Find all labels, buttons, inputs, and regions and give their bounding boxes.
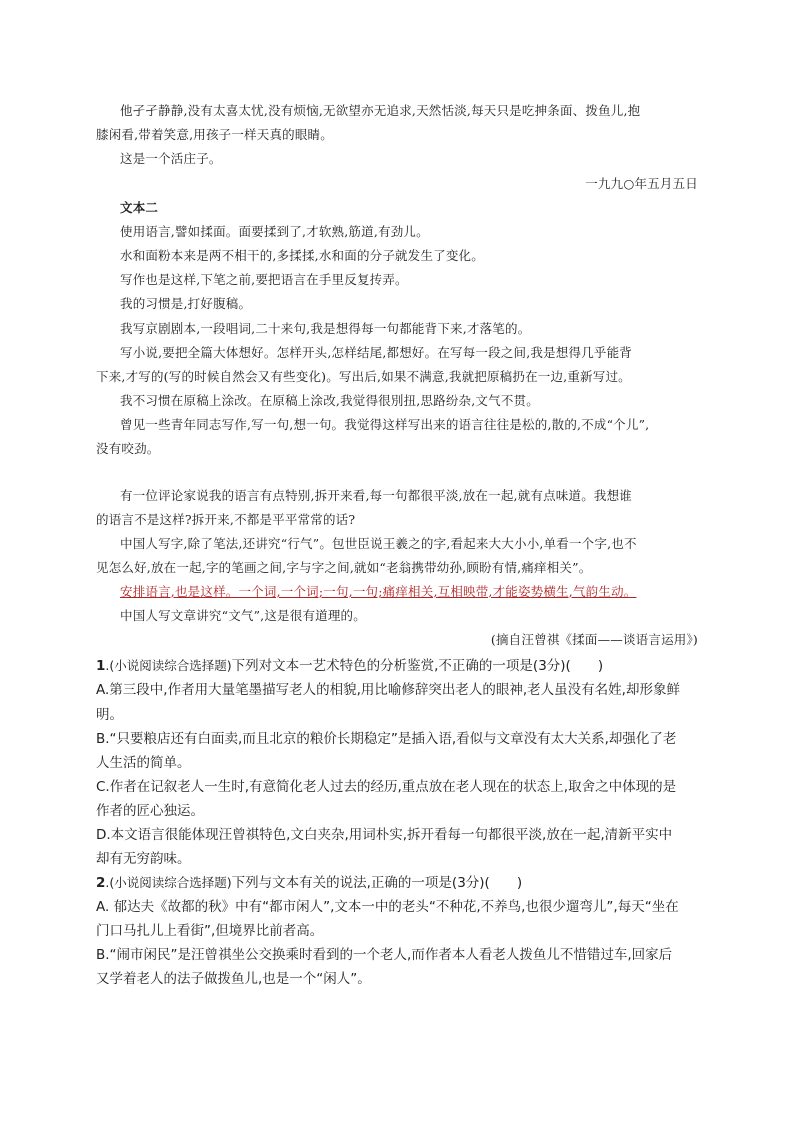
question-2-stem <box>96 871 522 891</box>
question-number: 2 <box>96 875 106 891</box>
text2-line: 曾见一些青年同志写作,写一句,想一句。我觉得这样写出来的语言往往是松的,散的,不成“个儿”, <box>120 417 650 432</box>
q1-option-a-cont: 明。 <box>96 707 123 723</box>
text2-line: 见怎么好,放在一起,字的笔画之间,字与字之间,就如“老翁携带幼孙,顾盼有情,痛痒相关”。 <box>96 560 592 575</box>
text2-line: 下来,才写的(写的时候自然会又有些变化)。写出后,如果不满意,我就把原稿扔在一边,重新写过。 <box>96 369 631 384</box>
text2-line: 写小说,要把全篇大体想好。怎样开头,怎样结尾,都想好。在写每一段之间,我是想得几乎能背 <box>120 345 632 360</box>
text2-line: 中国人写字,除了笔法,还讲究“行气”。包世臣说王羲之的字,看起来大大小小,单看一个字,也不 <box>120 536 637 551</box>
q1-option-b-cont: 人生活的简单。 <box>96 755 191 771</box>
question-1-stem <box>96 654 603 674</box>
question-number: 1 <box>96 658 106 674</box>
q2-option-a[interactable]: A. 郁达夫《故都的秋》中有“都市闲人”,文本一中的老头“不种花,不养鸟,也很少遛弯儿”,每天“坐在 <box>96 899 679 915</box>
text1-date: 一九九○年五月五日 <box>585 176 698 191</box>
q1-option-a[interactable]: A.第三段中,作者用大量笔墨描写老人的相貌,用比喻修辞突出老人的眼神,老人虽没有名姓,却形象鲜 <box>96 682 680 698</box>
question-tag: .(小说阅读综合选择题) <box>105 658 232 673</box>
text1-line-3: 这是一个活庄子。 <box>120 151 222 166</box>
q2-option-b[interactable]: B.“闹市闲民”是汪曾祺坐公交换乘时看到的一个老人,而作者本人看老人拨鱼儿不惜错过车,回家后 <box>96 947 673 963</box>
text2-line: 我不习惯在原稿上涂改。在原稿上涂改,我觉得很別扭,思路纷杂,文气不贯。 <box>120 393 539 408</box>
text2-line: 写作也是这样,下笔之前,要把语言在手里反复抟弄。 <box>120 272 408 287</box>
question-tag: .(小说阅读综合选择题) <box>105 875 232 890</box>
q1-option-d-cont: 却有无穷韵味。 <box>96 851 191 867</box>
question-text: 下列对文本一艺术特色的分析鉴赏,不正确的一项是(3分)( ) <box>231 658 604 674</box>
highlighted-sentence: 安排语言,也是这样。一个词,一个词;一句,一句;痛痒相关,互相映带,才能姿势横生,气韵生动。 <box>120 584 637 599</box>
text2-heading: 文本二 <box>120 200 159 215</box>
q1-option-c-cont: 作者的匠心独运。 <box>96 803 204 819</box>
q1-option-d[interactable]: D.本文语言很能体现汪曾祺特色,文白夹杂,用词朴实,拆开看每一句都很平淡,放在一起,清新平实中 <box>96 827 673 843</box>
source-citation: (摘自汪曾祺《揉面——谈语言运用》) <box>490 632 698 647</box>
q2-option-b-cont: 又学着老人的法子做拨鱼儿,也是一个“闲人”。 <box>96 971 371 987</box>
text2-line: 没有咬劲。 <box>96 441 160 456</box>
q1-option-b[interactable]: B.“只要粮店还有白面卖,而且北京的粮价长期稳定”是插入语,看似与文章没有太大关系,却强化了老 <box>96 731 677 747</box>
text2-line: 有一位评论家说我的语言有点特别,拆开来看,每一句都很平淡,放在一起,就有点味道。我想谁 <box>120 488 632 503</box>
text2-line: 使用语言,譬如揉面。面要揉到了,才软熟,筋道,有劲儿。 <box>120 224 429 239</box>
text2-line: 的语言不是这样?拆开来,不都是平平常常的话? <box>96 512 356 527</box>
question-text: 下列与文本有关的说法,正确的一项是(3分)( ) <box>231 875 523 891</box>
text2-line: 我写京剧剧本,一段唱词,二十来句,我是想得每一句都能背下来,才落笔的。 <box>120 321 531 336</box>
text2-line: 中国人写文章讲究“文气”,这是很有道理的。 <box>120 608 366 623</box>
text1-line-1: 他孑孑静静,没有太喜太忧,没有烦恼,无欲望亦无追求,天然恬淡,每天只是吃抻条面、拨鱼儿,抱 <box>120 103 641 118</box>
text2-line: 水和面粉本来是两不相干的,多揉揉,水和面的分子就发生了变化。 <box>120 248 484 263</box>
q2-option-a-cont: 门口马扎儿上看街”,但境界比前者高。 <box>96 923 324 939</box>
text2-line: 我的习惯是,打好腹稿。 <box>120 296 252 311</box>
q1-option-c[interactable]: C.作者在记叙老人一生时,有意简化老人过去的经历,重点放在老人现在的状态上,取舍之中体现的是 <box>96 779 677 795</box>
text1-line-2: 膝闲看,带着笑意,用孩子一样天真的眼睛。 <box>96 127 333 142</box>
